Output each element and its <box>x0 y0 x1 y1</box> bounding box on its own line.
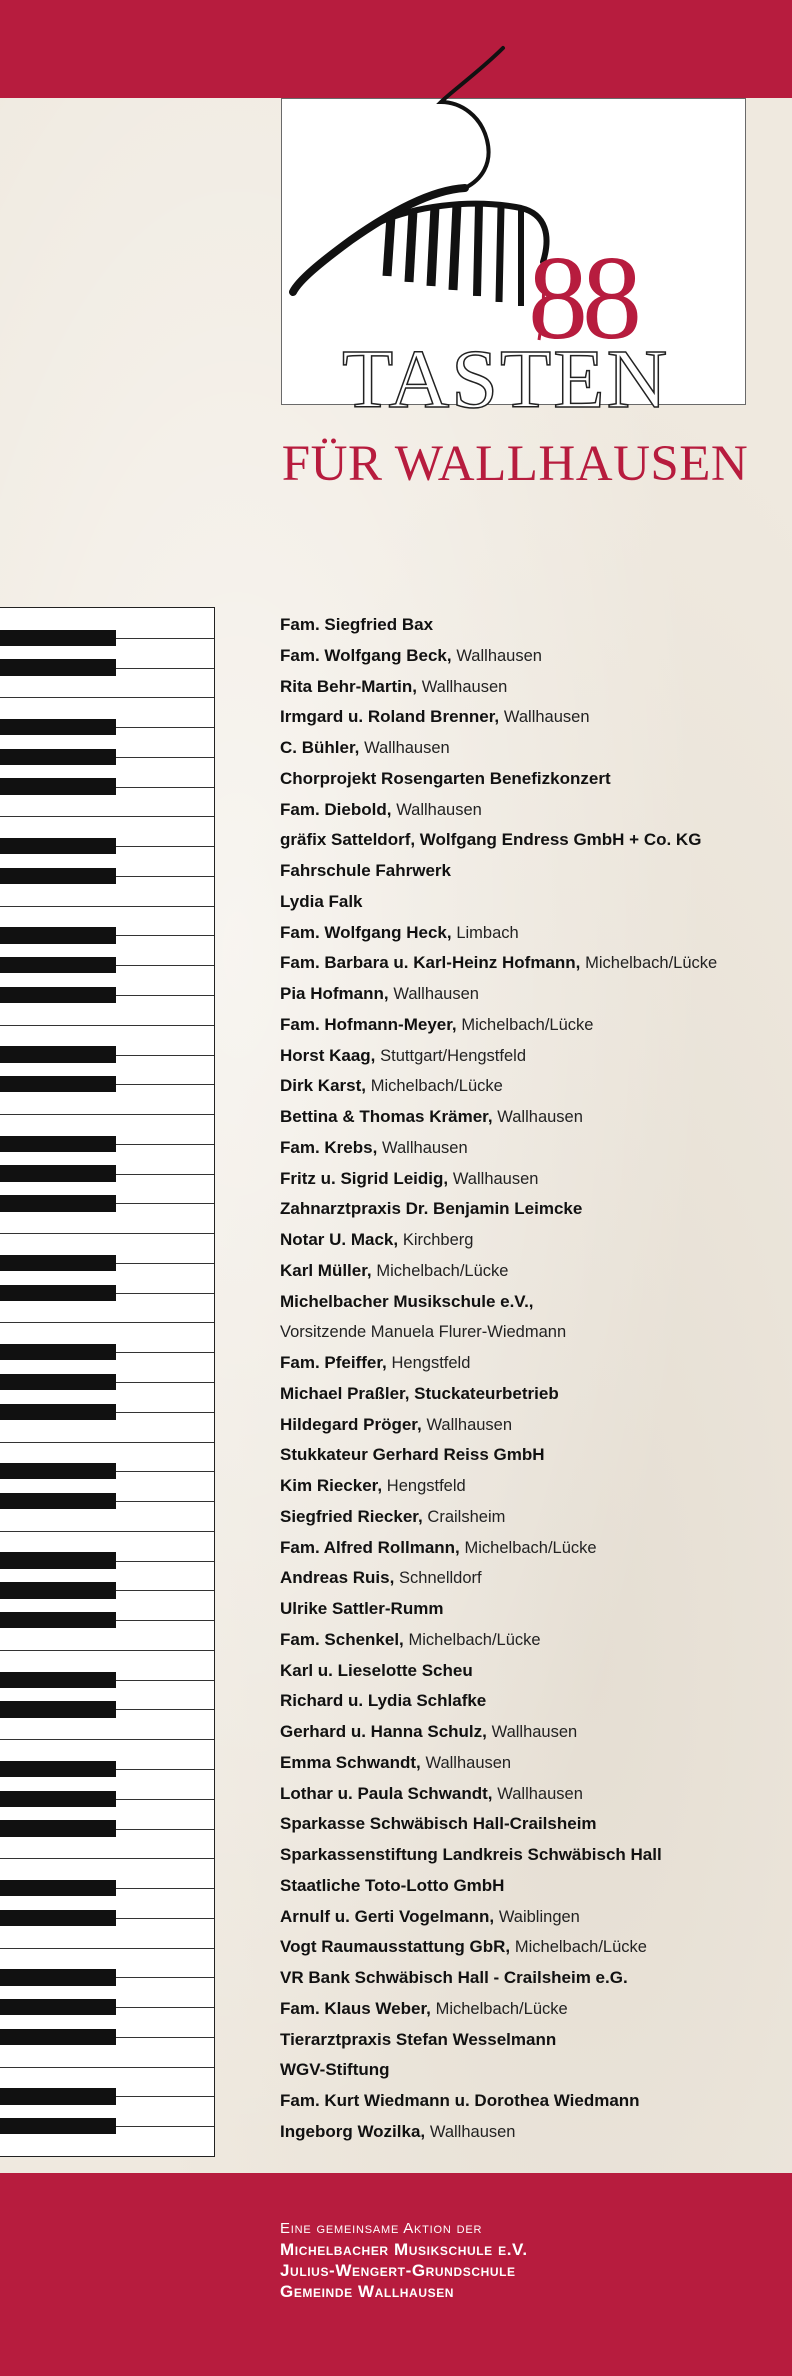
black-key <box>0 1612 116 1628</box>
black-key <box>0 1582 116 1598</box>
donor-row <box>280 2086 780 2117</box>
donor-place: Wallhausen <box>503 708 590 727</box>
black-key <box>0 1880 116 1896</box>
black-key <box>0 987 116 1003</box>
donor-row <box>280 979 780 1010</box>
donor-row <box>280 1071 780 1102</box>
black-key <box>0 719 116 735</box>
black-key <box>0 1761 116 1777</box>
donor-name: Fam. Diebold, <box>280 799 392 819</box>
black-key <box>0 1404 116 1420</box>
page-title: FÜR WALLHAUSEN <box>281 436 749 492</box>
black-key <box>0 1999 116 2015</box>
donor-place: Wallhausen <box>429 2122 516 2141</box>
donor-row <box>280 1502 780 1533</box>
black-key <box>0 1195 116 1211</box>
donor-name: Tierarztpraxis Stefan Wesselmann <box>280 2029 557 2049</box>
donor-row <box>280 733 780 764</box>
donor-place: Wallhausen <box>497 1784 583 1803</box>
donor-row <box>280 1440 780 1471</box>
donor-name: Zahnarztpraxis Dr. Benjamin Leimcke <box>280 1199 583 1219</box>
white-key-divider <box>0 1025 214 1026</box>
white-key-divider <box>0 2067 214 2068</box>
donor-row <box>280 1840 780 1871</box>
white-key-divider <box>0 697 214 698</box>
black-key <box>0 1672 116 1688</box>
donor-name: Staatliche Toto-Lotto GmbH <box>280 1875 505 1895</box>
donor-name: Irmgard u. Roland Brenner, <box>280 707 500 727</box>
donor-row <box>280 887 780 918</box>
donor-name: Ingeborg Wozilka, <box>280 2121 426 2141</box>
donor-name: Fam. Krebs, <box>280 1137 378 1157</box>
donor-row <box>280 702 780 733</box>
donor-name: Gerhard u. Hanna Schulz, <box>280 1722 487 1741</box>
white-key-divider <box>0 1322 214 1323</box>
donor-place: Wallhausen <box>421 677 508 696</box>
donor-name: Andreas Ruis, <box>280 1568 395 1588</box>
donor-place: Michelbach/Lücke <box>408 1630 541 1649</box>
donor-row <box>280 764 780 795</box>
donor-row <box>280 1041 780 1072</box>
donor-name: Bettina & Thomas Krämer, <box>280 1107 493 1126</box>
donor-name: Arnulf u. Gerti Vogelmann, <box>280 1906 495 1926</box>
donor-row <box>280 825 780 856</box>
donor-name: Fam. Barbara u. Karl-Heinz Hofmann, <box>280 953 581 973</box>
black-key <box>0 1552 116 1568</box>
donor-name: Michael Praßler, Stuckateurbetrieb <box>280 1383 559 1403</box>
donor-place: Wallhausen <box>382 1138 468 1157</box>
donor-row <box>280 2117 780 2148</box>
donor-row <box>280 641 780 672</box>
donor-name: Sparkasse Schwäbisch Hall-Crailsheim <box>280 1814 597 1834</box>
black-key <box>0 1046 116 1062</box>
black-key <box>0 868 116 884</box>
white-key-divider <box>0 1650 214 1651</box>
black-key <box>0 1910 116 1926</box>
white-key-divider <box>0 906 214 907</box>
donor-name: Dirk Karst, <box>280 1076 366 1096</box>
black-key <box>0 778 116 794</box>
donor-row <box>280 1686 780 1717</box>
white-key-divider <box>0 1739 214 1740</box>
donor-name: Notar U. Mack, <box>280 1230 399 1249</box>
donor-name: Pia Hofmann, <box>280 984 389 1003</box>
donor-row <box>280 795 780 826</box>
donor-row <box>280 1963 780 1994</box>
black-key <box>0 1463 116 1479</box>
black-key <box>0 838 116 854</box>
donor-row <box>280 1994 780 2025</box>
donor-name: Fam. Kurt Wiedmann u. Dorothea Wiedmann <box>280 2091 640 2110</box>
donor-row <box>280 948 780 979</box>
donor-place: Wallhausen <box>452 1169 539 1188</box>
donor-name: Fam. Hofmann-Meyer, <box>280 1014 457 1034</box>
donor-name: Fam. Klaus Weber, <box>280 1998 431 2018</box>
donor-name: Kim Riecker, <box>280 1476 383 1495</box>
donor-name: Rita Behr-Martin, <box>280 676 417 696</box>
donor-row <box>280 1533 780 1564</box>
black-key <box>0 1285 116 1301</box>
black-key <box>0 2029 116 2045</box>
donor-row <box>280 1379 780 1410</box>
black-key <box>0 1255 116 1271</box>
donor-name: Fam. Siegfried Bax <box>280 615 434 634</box>
donor-row <box>280 1471 780 1502</box>
donor-place: Crailsheim <box>427 1507 506 1526</box>
donor-row <box>280 1256 780 1287</box>
black-key <box>0 1136 116 1152</box>
donor-row <box>280 1348 780 1379</box>
donor-row <box>280 1287 780 1318</box>
donor-name: Ulrike Sattler-Rumm <box>280 1599 444 1618</box>
donor-place: Limbach <box>456 923 519 942</box>
donor-row <box>280 2025 780 2056</box>
donor-place: Michelbach/Lücke <box>376 1261 509 1280</box>
donor-row <box>280 1625 780 1656</box>
donor-row <box>280 1902 780 1933</box>
donor-place: Kirchberg <box>402 1231 474 1249</box>
footer-line: Gemeinde Wallhausen <box>280 2282 455 2301</box>
donor-row <box>280 2055 780 2086</box>
donor-name: Fam. Alfred Rollmann, <box>280 1537 460 1557</box>
black-key <box>0 2118 116 2134</box>
donor-place: Michelbach/Lücke <box>370 1077 503 1096</box>
black-key <box>0 1165 116 1181</box>
donor-row <box>280 1594 780 1625</box>
donor-row <box>280 1410 780 1441</box>
donor-name: gräfix Satteldorf, Wolfgang Endress GmbH + Co. KG <box>280 830 702 850</box>
donor-name: Vogt Raumausstattung GbR, <box>280 1937 511 1957</box>
donor-row <box>280 1133 780 1164</box>
black-key <box>0 1969 116 1985</box>
donor-row <box>280 1932 780 1963</box>
donor-name: Fam. Wolfgang Beck, <box>280 645 452 665</box>
black-key <box>0 1701 116 1717</box>
black-key <box>0 1076 116 1092</box>
donor-place: Vorsitzende Manuela Flurer-Wiedmann <box>280 1323 567 1342</box>
donor-place: Wallhausen <box>456 646 542 665</box>
donor-name: Lydia Falk <box>280 891 363 911</box>
donor-name: Fritz u. Sigrid Leidig, <box>280 1168 449 1188</box>
donor-name: Michelbacher Musikschule e.V., <box>280 1291 534 1311</box>
donor-name: Fam. Pfeiffer, <box>280 1353 387 1372</box>
donor-name: Chorprojekt Rosengarten Benefizkonzert <box>280 768 611 788</box>
donor-place: Hengstfeld <box>386 1477 466 1495</box>
black-key <box>0 2088 116 2104</box>
donor-place: Michelbach/Lücke <box>514 1938 647 1957</box>
donor-row <box>280 918 780 949</box>
white-key-divider <box>0 1233 214 1234</box>
donor-name: Hildegard Pröger, <box>280 1414 422 1434</box>
donor-name: Sparkassenstiftung Landkreis Schwäbisch Hall <box>280 1845 662 1864</box>
donor-row <box>280 856 780 887</box>
white-key-divider <box>0 1531 214 1532</box>
donor-name: C. Bühler, <box>280 738 360 757</box>
donor-name: Fam. Schenkel, <box>280 1629 404 1649</box>
white-key-divider <box>0 1114 214 1115</box>
donor-row <box>280 1102 780 1133</box>
donor-place: Wallhausen <box>393 985 479 1003</box>
donor-place: Michelbach/Lücke <box>435 1999 568 2018</box>
donor-row <box>280 1010 780 1041</box>
donor-name: WGV-Stiftung <box>280 2060 390 2080</box>
black-key <box>0 1344 116 1360</box>
footer <box>280 2218 528 2302</box>
donor-row <box>280 1317 780 1348</box>
black-key <box>0 927 116 943</box>
donor-place: Wallhausen <box>491 1723 578 1741</box>
donor-row <box>280 1225 780 1256</box>
donor-place: Wallhausen <box>425 1753 512 1772</box>
white-key-divider <box>0 816 214 817</box>
donor-row <box>280 1717 780 1748</box>
donor-row <box>280 610 780 641</box>
donor-name: Horst Kaag, <box>280 1045 376 1065</box>
donor-name: Lothar u. Paula Schwandt, <box>280 1783 493 1803</box>
white-key-divider <box>0 1858 214 1859</box>
logo-word: TASTEN <box>342 333 670 426</box>
donor-row <box>280 1656 780 1687</box>
donor-place: Waiblingen <box>498 1907 580 1926</box>
donor-place: Michelbach/Lücke <box>461 1015 594 1034</box>
donor-place: Michelbach/Lücke <box>585 954 718 973</box>
white-key-divider <box>0 1948 214 1949</box>
donor-name: Fahrschule Fahrwerk <box>280 861 452 880</box>
donor-name: Fam. Wolfgang Heck, <box>280 922 452 942</box>
donor-place: Schnelldorf <box>399 1569 482 1588</box>
donor-row <box>280 1563 780 1594</box>
black-key <box>0 1493 116 1509</box>
donor-row <box>280 1809 780 1840</box>
donor-place: Wallhausen <box>497 1108 583 1126</box>
donor-name: Richard u. Lydia Schlafke <box>280 1691 487 1711</box>
black-key <box>0 1791 116 1807</box>
donor-list <box>280 610 780 2148</box>
piano-keyboard <box>0 607 215 2157</box>
donor-name: Karl Müller, <box>280 1260 372 1280</box>
donor-place: Stuttgart/Hengstfeld <box>380 1046 526 1065</box>
white-key-divider <box>0 1442 214 1443</box>
donor-row <box>280 1194 780 1225</box>
black-key <box>0 1820 116 1836</box>
black-key <box>0 630 116 646</box>
donor-place: Wallhausen <box>364 739 450 757</box>
footer-intro: Eine gemeinsame Aktion der <box>280 2220 483 2237</box>
donor-name: Karl u. Lieselotte Scheu <box>280 1660 473 1680</box>
donor-name: VR Bank Schwäbisch Hall - Crailsheim e.G. <box>280 1968 628 1987</box>
donor-row <box>280 1779 780 1810</box>
black-key <box>0 957 116 973</box>
donor-place: Hengstfeld <box>391 1354 471 1372</box>
donor-place: Wallhausen <box>396 800 482 819</box>
donor-row <box>280 1748 780 1779</box>
donor-place: Michelbach/Lücke <box>464 1538 597 1557</box>
black-key <box>0 1374 116 1390</box>
donor-name: Stukkateur Gerhard Reiss GmbH <box>280 1445 545 1465</box>
logo-number: 88 <box>528 231 636 364</box>
footer-line: Julius-Wengert-Grundschule <box>280 2261 516 2280</box>
donor-row <box>280 672 780 703</box>
donor-place: Wallhausen <box>426 1415 513 1434</box>
donor-name: Emma Schwandt, <box>280 1752 421 1772</box>
black-key <box>0 659 116 675</box>
donor-row <box>280 1871 780 1902</box>
donor-name: Siegfried Riecker, <box>280 1506 423 1526</box>
donor-row <box>280 1164 780 1195</box>
footer-line: Michelbacher Musikschule e.V. <box>280 2240 528 2259</box>
black-key <box>0 749 116 765</box>
